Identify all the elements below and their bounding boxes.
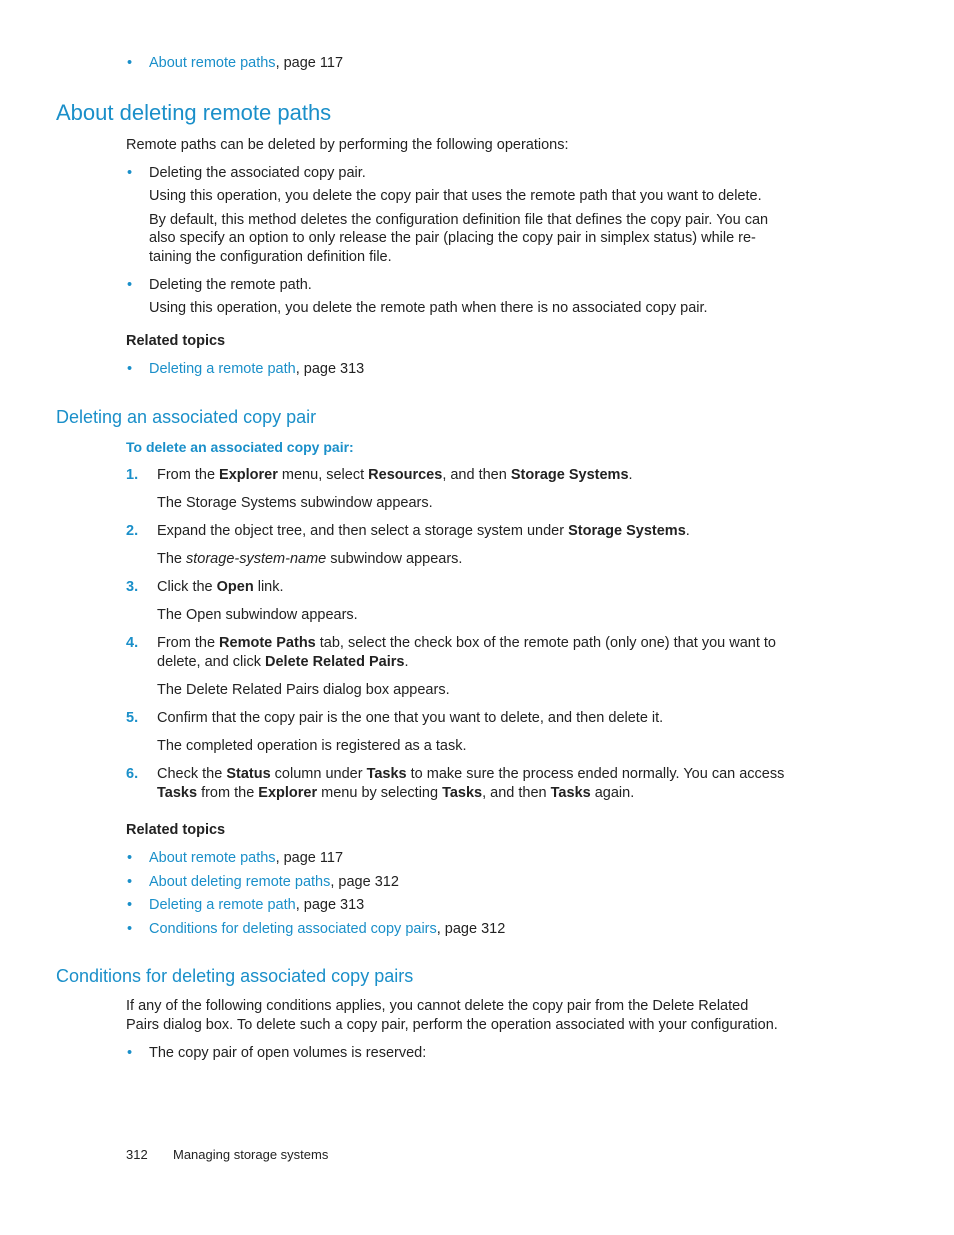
procedure-heading: To delete an associated copy pair: [126, 439, 354, 455]
footer-title: Managing storage systems [173, 1147, 329, 1162]
related-topics-heading: Related topics [126, 333, 226, 349]
related-link[interactable]: Conditions for deleting associated copy pairs [149, 921, 437, 937]
page-ref: , page 117 [275, 55, 344, 71]
page-ref: , page 312 [436, 921, 506, 937]
bullet-marker: • [127, 850, 133, 866]
list-item [149, 360, 364, 379]
page-ref: , page 313 [295, 361, 365, 377]
step-text: Click the Open link. [157, 579, 284, 595]
list-item: Deleting the remote path. [149, 277, 312, 293]
bullet-marker: • [127, 1045, 133, 1061]
step-text: From the Remote Paths tab, select the check box of the remote path (only one) that you want to [157, 635, 776, 651]
page-number: 312 [126, 1147, 148, 1162]
step-number: 2. [126, 523, 139, 539]
paragraph: Using this operation, you delete the copy pair that uses the remote path that you want to delete. [149, 188, 762, 204]
section-heading: About deleting remote paths [56, 100, 332, 125]
section-heading: Conditions for deleting associated copy pairs [56, 966, 414, 986]
bullet-marker: • [127, 921, 133, 937]
related-link[interactable]: About deleting remote paths [149, 874, 331, 890]
page-ref: , page 313 [295, 897, 365, 913]
step-result: The completed operation is registered as a task. [157, 738, 467, 754]
related-topics-heading: Related topics [126, 822, 226, 838]
step-text-cont: delete, and click Delete Related Pairs. [157, 654, 409, 670]
step-number: 1. [126, 467, 139, 483]
list-item [149, 873, 399, 892]
paragraph-line: By default, this method deletes the configuration definition file that defines the copy pair. You can [149, 212, 769, 228]
bullet-marker: • [127, 874, 133, 890]
list-item [149, 920, 505, 939]
step-text: Check the Status column under Tasks to make sure the process ended normally. You can access [157, 766, 785, 782]
related-link[interactable]: About remote paths [149, 850, 276, 866]
page-ref: , page 312 [330, 874, 399, 890]
paragraph-line: also specify an option to only release the pair (placing the copy pair in simplex status) while re- [149, 230, 756, 246]
step-number: 6. [126, 766, 139, 782]
step-result: The Storage Systems subwindow appears. [157, 495, 433, 511]
paragraph: Using this operation, you delete the remote path when there is no associated copy pair. [149, 300, 708, 316]
section-heading: Deleting an associated copy pair [56, 407, 317, 427]
related-link[interactable]: About remote paths [149, 55, 276, 71]
list-item: Deleting the associated copy pair. [149, 165, 366, 181]
related-link[interactable]: Deleting a remote path [149, 897, 296, 913]
bullet-marker: • [127, 277, 133, 293]
related-link[interactable]: Deleting a remote path [149, 361, 296, 377]
step-number: 3. [126, 579, 139, 595]
page-ref: , page 117 [275, 850, 344, 866]
step-result: The Delete Related Pairs dialog box appears. [157, 682, 450, 698]
bullet-marker: • [127, 897, 133, 913]
bullet-marker: • [127, 165, 133, 181]
step-result: The storage-system-name subwindow appears. [157, 551, 463, 567]
step-number: 5. [126, 710, 139, 726]
paragraph: Remote paths can be deleted by performing the following operations: [126, 137, 569, 153]
paragraph-line: Pairs dialog box. To delete such a copy pair, perform the operation associated with your configuration. [126, 1017, 778, 1033]
step-text: Confirm that the copy pair is the one that you want to delete, and then delete it. [157, 710, 664, 726]
step-number: 4. [126, 635, 139, 651]
list-item: The copy pair of open volumes is reserved: [149, 1045, 427, 1061]
bullet-marker: • [127, 55, 133, 71]
paragraph-line: If any of the following conditions applies, you cannot delete the copy pair from the Delete Related [126, 998, 749, 1014]
list-item [149, 54, 343, 73]
list-item [149, 896, 364, 915]
step-text: Expand the object tree, and then select a storage system under Storage Systems. [157, 523, 690, 539]
step-result: The Open subwindow appears. [157, 607, 358, 623]
step-text-cont: Tasks from the Explorer menu by selecting Tasks, and then Tasks again. [157, 785, 635, 801]
step-text: From the Explorer menu, select Resources, and then Storage Systems. [157, 467, 633, 483]
paragraph-line: taining the configuration definition file. [149, 249, 392, 265]
bullet-marker: • [127, 361, 133, 377]
list-item [149, 849, 343, 868]
